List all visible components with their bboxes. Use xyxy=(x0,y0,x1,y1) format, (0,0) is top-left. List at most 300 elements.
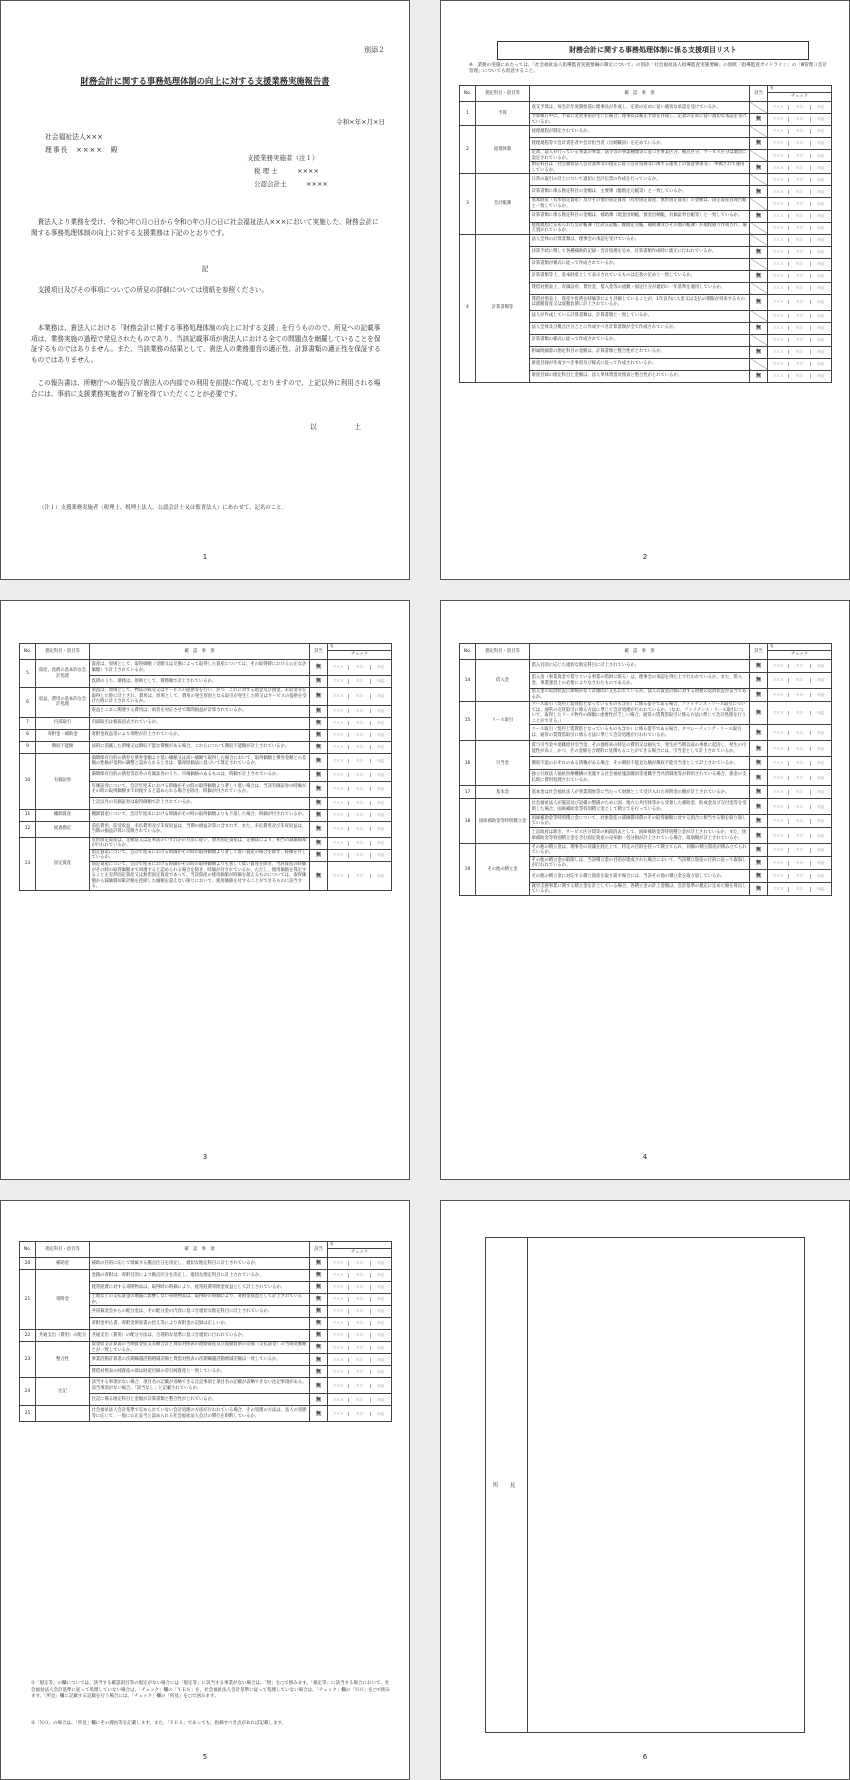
applicability-mark[interactable] xyxy=(310,837,328,849)
check-cell xyxy=(768,660,832,673)
check-cell xyxy=(768,198,832,210)
check-no-option[interactable]: ＮＯ xyxy=(348,1333,369,1337)
applicability-mark[interactable] xyxy=(750,673,768,689)
applicability-mark[interactable] xyxy=(750,162,768,174)
check-item-text: 国庫補助金等特別積立金について、対象資産の減価償却費のその取得価額に対する割合に相当する額を取り崩しているか。 xyxy=(530,815,750,828)
check-yes-option[interactable]: ＹＥＳ xyxy=(333,745,344,750)
none-mark: 無 xyxy=(315,1284,321,1291)
applicability-mark[interactable] xyxy=(310,705,328,717)
check-finding-option[interactable]: 所見 xyxy=(370,1346,391,1350)
row-number: 12 xyxy=(20,821,36,837)
row-subject: 寄附金・補助金 xyxy=(36,729,90,741)
check-no-option[interactable]: ＮＯ xyxy=(348,841,369,845)
applicability-mark[interactable] xyxy=(310,1378,328,1394)
check-finding-option[interactable]: 所見 xyxy=(370,1412,391,1416)
check-no-option[interactable]: ＮＯ xyxy=(788,776,809,780)
check-cell xyxy=(328,1406,392,1422)
check-no-option[interactable]: ＮＯ xyxy=(348,827,369,831)
check-finding-option[interactable]: 所見 xyxy=(810,226,831,230)
check-item-text: その他の積立金に対応する積立資産を取り崩す場合には、当該その他の積立金を取り崩しているか。 xyxy=(530,870,750,883)
check-yes-option[interactable]: ＹＥＳ xyxy=(773,201,784,206)
row-number: 19 xyxy=(460,844,476,896)
check-yes-option[interactable]: ＹＥＳ xyxy=(773,300,784,305)
report-date: 令和×年×月×日 xyxy=(336,118,385,126)
none-mark: 無 xyxy=(755,662,761,669)
check-yes-option[interactable]: ＹＥＳ xyxy=(773,819,784,824)
check-no-option[interactable]: ＮＯ xyxy=(348,1297,369,1301)
check-yes-option[interactable]: ＹＥＳ xyxy=(333,1383,344,1388)
check-yes-option[interactable]: ＹＥＳ xyxy=(333,841,344,846)
applicability-mark[interactable] xyxy=(310,753,328,769)
check-finding-option[interactable]: 所見 xyxy=(370,813,391,817)
check-cell xyxy=(768,725,832,741)
check-finding-option[interactable]: 所見 xyxy=(810,178,831,182)
header-subject: 勘定科目・項目等 xyxy=(476,86,530,102)
check-finding-option[interactable]: 所見 xyxy=(810,105,831,109)
check-finding-option[interactable]: 所見 xyxy=(370,665,391,669)
check-no-option[interactable]: ＮＯ xyxy=(348,694,369,698)
check-yes-option[interactable]: ＹＥＳ xyxy=(333,873,344,878)
check-finding-option[interactable]: 所見 xyxy=(810,711,831,715)
applicability-mark[interactable] xyxy=(310,1282,328,1294)
check-yes-option[interactable]: ＹＥＳ xyxy=(333,1309,344,1314)
check-yes-option[interactable]: ＹＥＳ xyxy=(773,314,784,319)
check-no-option[interactable]: ＮＯ xyxy=(788,374,809,378)
check-finding-option[interactable]: 所見 xyxy=(810,117,831,121)
check-finding-option[interactable]: 所見 xyxy=(810,374,831,378)
check-item-text: 負債のうち、債務は、原則として、債務額で計上されているか。 xyxy=(90,676,310,688)
check-yes-option[interactable]: ＹＥＳ xyxy=(333,853,344,858)
check-yes-option[interactable]: ＹＥＳ xyxy=(773,153,784,158)
check-yes-option[interactable]: ＹＥＳ xyxy=(773,250,784,255)
check-yes-option[interactable]: ＹＥＳ xyxy=(773,362,784,367)
check-yes-option[interactable]: ＹＥＳ xyxy=(333,679,344,684)
check-cell xyxy=(328,769,392,781)
applicability-mark[interactable] xyxy=(750,828,768,844)
check-no-option[interactable]: ＮＯ xyxy=(788,805,809,809)
check-cell xyxy=(768,210,832,222)
applicability-mark[interactable] xyxy=(750,786,768,799)
check-no-option[interactable]: ＮＯ xyxy=(788,790,809,794)
check-no-option[interactable]: ＮＯ xyxy=(788,362,809,366)
check-no-option[interactable]: ＮＯ xyxy=(348,773,369,777)
check-finding-option[interactable]: 所見 xyxy=(810,141,831,145)
check-finding-option[interactable]: 所見 xyxy=(370,759,391,763)
check-finding-option[interactable]: 所見 xyxy=(370,1384,391,1388)
check-yes-option[interactable]: ＹＥＳ xyxy=(773,286,784,291)
applicability-mark[interactable] xyxy=(310,1258,328,1270)
check-no-option[interactable]: ＮＯ xyxy=(788,338,809,342)
check-yes-option[interactable]: ＹＥＳ xyxy=(333,773,344,778)
check-finding-option[interactable]: 所見 xyxy=(370,1358,391,1362)
applicability-mark[interactable] xyxy=(310,862,328,891)
check-cell xyxy=(768,186,832,198)
check-finding-option[interactable]: 所見 xyxy=(810,214,831,218)
check-no-option[interactable]: ＮＯ xyxy=(788,117,809,121)
check-no-option[interactable]: ＮＯ xyxy=(348,813,369,817)
check-finding-option[interactable]: 所見 xyxy=(810,262,831,266)
check-finding-option[interactable]: 所見 xyxy=(370,874,391,878)
header-check xyxy=(768,644,832,660)
check-yes-option[interactable]: ＹＥＳ xyxy=(333,1273,344,1278)
applicability-mark[interactable] xyxy=(750,702,768,725)
check-no-option[interactable]: ＮＯ xyxy=(788,819,809,823)
check-finding-option[interactable]: 所見 xyxy=(810,350,831,354)
check-no-option[interactable]: ＮＯ xyxy=(788,214,809,218)
check-yes-option[interactable]: ＹＥＳ xyxy=(773,117,784,122)
check-cell xyxy=(328,705,392,717)
applicability-mark[interactable] xyxy=(750,741,768,757)
check-cell xyxy=(768,174,832,186)
check-no-option[interactable]: ＮＯ xyxy=(348,787,369,791)
check-finding-option[interactable]: 所見 xyxy=(370,1370,391,1374)
check-no-option[interactable]: ＮＯ xyxy=(788,326,809,330)
check-no-option[interactable]: ＮＯ xyxy=(788,861,809,865)
check-no-option[interactable]: ＮＯ xyxy=(788,747,809,751)
applicability-mark[interactable] xyxy=(310,849,328,861)
check-yes-option[interactable]: ＹＥＳ xyxy=(773,761,784,766)
check-yes-option[interactable]: ＹＥＳ xyxy=(773,129,784,134)
applicability-mark[interactable] xyxy=(310,676,328,688)
check-yes-option[interactable]: ＹＥＳ xyxy=(773,692,784,697)
check-finding-option[interactable]: 所見 xyxy=(370,745,391,749)
check-finding-option[interactable]: 所見 xyxy=(370,1398,391,1402)
check-no-option[interactable]: ＮＯ xyxy=(788,262,809,266)
check-finding-option[interactable]: 所見 xyxy=(810,790,831,794)
check-no-option[interactable]: ＮＯ xyxy=(788,274,809,278)
check-finding-option[interactable]: 所見 xyxy=(810,166,831,170)
check-finding-option[interactable]: 所見 xyxy=(810,848,831,852)
check-no-option[interactable]: ＮＯ xyxy=(788,202,809,206)
check-finding-option[interactable]: 所見 xyxy=(370,1285,391,1289)
check-no-option[interactable]: ＮＯ xyxy=(348,1412,369,1416)
applicability-mark[interactable] xyxy=(310,1270,328,1282)
check-cell xyxy=(768,828,832,844)
check-yes-option[interactable]: ＹＥＳ xyxy=(773,833,784,838)
check-yes-option[interactable]: ＹＥＳ xyxy=(773,213,784,218)
check-no-option[interactable]: ＮＯ xyxy=(788,300,809,304)
check-yes-option[interactable]: ＹＥＳ xyxy=(773,663,784,668)
applicability-mark[interactable] xyxy=(310,1366,328,1378)
check-no-option[interactable]: ＮＯ xyxy=(788,178,809,182)
check-finding-option[interactable]: 所見 xyxy=(370,1261,391,1265)
check-finding-option[interactable]: 所見 xyxy=(810,338,831,342)
applicability-mark[interactable] xyxy=(310,729,328,741)
check-no-option[interactable]: ＮＯ xyxy=(348,1273,369,1277)
check-yes-option[interactable]: ＹＥＳ xyxy=(333,1411,344,1416)
applicability-mark[interactable] xyxy=(310,688,328,706)
check-finding-option[interactable]: 所見 xyxy=(810,190,831,194)
check-yes-option[interactable]: ＹＥＳ xyxy=(773,678,784,683)
check-no-option[interactable]: ＮＯ xyxy=(348,679,369,683)
check-yes-option[interactable]: ＹＥＳ xyxy=(773,105,784,110)
check-no-option[interactable]: ＮＯ xyxy=(348,733,369,737)
check-yes-option[interactable]: ＹＥＳ xyxy=(773,177,784,182)
check-finding-option[interactable]: 所見 xyxy=(810,834,831,838)
check-no-option[interactable]: ＮＯ xyxy=(348,665,369,669)
applicability-mark[interactable] xyxy=(750,246,768,258)
check-cell xyxy=(768,741,832,757)
check-finding-option[interactable]: 所見 xyxy=(810,761,831,765)
applicability-mark[interactable] xyxy=(310,1354,328,1366)
row-number: 23 xyxy=(20,1342,36,1378)
check-finding-option[interactable]: 所見 xyxy=(370,1333,391,1337)
applicability-mark[interactable] xyxy=(750,815,768,828)
applicability-mark[interactable] xyxy=(750,346,768,358)
check-finding-option[interactable]: 所見 xyxy=(370,1321,391,1325)
check-finding-option[interactable]: 所見 xyxy=(810,805,831,809)
check-yes-option[interactable]: ＹＥＳ xyxy=(333,1397,344,1402)
check-cell xyxy=(768,799,832,815)
check-no-option[interactable]: ＮＯ xyxy=(348,874,369,878)
check-finding-option[interactable]: 所見 xyxy=(810,274,831,278)
check-yes-option[interactable]: ＹＥＳ xyxy=(333,1369,344,1374)
header-check-label: チェック xyxy=(350,1250,369,1255)
check-no-option[interactable]: ＮＯ xyxy=(788,711,809,715)
check-yes-option[interactable]: ＹＥＳ xyxy=(333,787,344,792)
check-finding-option[interactable]: 所見 xyxy=(810,202,831,206)
applicability-mark[interactable] xyxy=(750,757,768,770)
check-finding-option[interactable]: 所見 xyxy=(370,1309,391,1313)
applicability-mark[interactable] xyxy=(310,1394,328,1406)
check-yes-option[interactable]: ＹＥＳ xyxy=(333,1357,344,1362)
applicability-mark[interactable] xyxy=(750,270,768,282)
check-yes-option[interactable]: ＹＥＳ xyxy=(773,848,784,853)
check-finding-option[interactable]: 所見 xyxy=(370,787,391,791)
check-yes-option[interactable]: ＹＥＳ xyxy=(333,709,344,714)
check-finding-option[interactable]: 所見 xyxy=(810,286,831,290)
applicability-mark[interactable] xyxy=(750,210,768,222)
check-finding-option[interactable]: 所見 xyxy=(810,887,831,891)
check-no-option[interactable]: ＮＯ xyxy=(788,286,809,290)
check-yes-option[interactable]: ＹＥＳ xyxy=(333,721,344,726)
check-no-option[interactable]: ＮＯ xyxy=(348,745,369,749)
check-cell xyxy=(328,837,392,849)
check-yes-option[interactable]: ＹＥＳ xyxy=(773,165,784,170)
applicability-mark[interactable] xyxy=(750,114,768,126)
check-finding-option[interactable]: 所見 xyxy=(370,733,391,737)
applicability-mark[interactable] xyxy=(310,781,328,797)
check-finding-option[interactable]: 所見 xyxy=(810,314,831,318)
check-no-option[interactable]: ＮＯ xyxy=(788,238,809,242)
check-no-option[interactable]: ＮＯ xyxy=(348,1384,369,1388)
check-no-option[interactable]: ＮＯ xyxy=(348,721,369,725)
check-yes-option[interactable]: ＹＥＳ xyxy=(333,733,344,738)
check-finding-option[interactable]: 所見 xyxy=(810,678,831,682)
check-no-option[interactable]: ＮＯ xyxy=(788,848,809,852)
applicability-mark[interactable] xyxy=(750,689,768,702)
check-item-text: 固定資産について、会計年度末における時価がその時の取得価額よりも著しく低い資産を除き、当該資産の時価がその時の取得価額まで回復すると認められる場合を除き、時価が付されているか。ただし、使用価値を算定することを有形固定資産又は無形固定資産であって、当該資産の使用価値が時価を超えるものについては、取得価額から減価償却累計額を控除した価額を超えない限りにおいて、使用価値を付することができるものに該当する。 xyxy=(90,862,310,891)
check-yes-option[interactable]: ＹＥＳ xyxy=(773,262,784,267)
check-no-option[interactable]: ＮＯ xyxy=(348,1346,369,1350)
applicability-mark[interactable] xyxy=(310,821,328,837)
applicability-mark[interactable] xyxy=(750,725,768,741)
applicability-mark[interactable] xyxy=(310,1306,328,1318)
check-finding-option[interactable]: 所見 xyxy=(810,154,831,158)
check-yes-option[interactable]: ＹＥＳ xyxy=(773,790,784,795)
check-no-option[interactable]: ＮＯ xyxy=(348,801,369,805)
check-finding-option[interactable]: 所見 xyxy=(810,861,831,865)
check-yes-option[interactable]: ＹＥＳ xyxy=(773,861,784,866)
check-yes-option[interactable]: ＹＥＳ xyxy=(773,225,784,230)
none-mark: 無 xyxy=(315,1320,321,1327)
check-finding-option[interactable]: 所見 xyxy=(810,819,831,823)
applicability-mark[interactable] xyxy=(750,186,768,198)
check-yes-option[interactable]: ＹＥＳ xyxy=(333,1261,344,1266)
applicability-mark[interactable] xyxy=(310,741,328,753)
check-item-text: 計算書類が様式に従って作成されているか。 xyxy=(530,258,750,270)
check-no-option[interactable]: ＮＯ xyxy=(348,1370,369,1374)
applicability-mark[interactable] xyxy=(750,870,768,883)
applicability-mark[interactable] xyxy=(310,1294,328,1306)
check-yes-option[interactable]: ＹＥＳ xyxy=(333,1321,344,1326)
check-yes-option[interactable]: ＹＥＳ xyxy=(773,274,784,279)
applicability-mark[interactable] xyxy=(310,717,328,729)
applicability-mark[interactable] xyxy=(310,809,328,821)
check-finding-option[interactable]: 所見 xyxy=(810,776,831,780)
check-finding-option[interactable]: 所見 xyxy=(370,841,391,845)
row-subject: 共通支出（費用）の配分 xyxy=(36,1330,90,1342)
applicability-mark[interactable] xyxy=(750,138,768,150)
check-no-option[interactable]: ＮＯ xyxy=(788,693,809,697)
check-no-option[interactable]: ＮＯ xyxy=(788,887,809,891)
check-cell xyxy=(768,258,832,270)
check-yes-option[interactable]: ＹＥＳ xyxy=(773,746,784,751)
check-yes-option[interactable]: ＹＥＳ xyxy=(773,887,784,892)
check-finding-option[interactable]: 所見 xyxy=(810,250,831,254)
addressee-corporation: 社会福祉法人××× xyxy=(45,133,103,141)
check-no-option[interactable]: ＮＯ xyxy=(788,314,809,318)
check-no-option[interactable]: ＮＯ xyxy=(788,154,809,158)
check-yes-option[interactable]: ＹＥＳ xyxy=(333,694,344,699)
applicability-mark[interactable] xyxy=(750,370,768,382)
applicability-mark[interactable] xyxy=(310,1406,328,1422)
check-finding-option[interactable]: 所見 xyxy=(810,362,831,366)
check-yes-option[interactable]: ＹＥＳ xyxy=(333,801,344,806)
applicability-mark[interactable] xyxy=(310,797,328,809)
check-finding-option[interactable]: 所見 xyxy=(810,693,831,697)
check-finding-option[interactable]: 所見 xyxy=(370,827,391,831)
applicability-mark[interactable] xyxy=(310,769,328,781)
check-finding-option[interactable]: 所見 xyxy=(370,694,391,698)
applicability-mark[interactable] xyxy=(750,660,768,673)
check-yes-option[interactable]: ＹＥＳ xyxy=(773,710,784,715)
page-3 xyxy=(0,600,410,1180)
check-no-option[interactable]: ＮＯ xyxy=(788,129,809,133)
check-yes-option[interactable]: ＹＥＳ xyxy=(333,759,344,764)
check-finding-option[interactable]: 所見 xyxy=(810,747,831,751)
applicability-mark[interactable] xyxy=(750,883,768,896)
applicability-mark[interactable] xyxy=(310,660,328,676)
check-finding-option[interactable]: 所見 xyxy=(810,300,831,304)
check-yes-option[interactable]: ＹＥＳ xyxy=(773,141,784,146)
check-no-option[interactable]: ＮＯ xyxy=(348,759,369,763)
check-yes-option[interactable]: ＹＥＳ xyxy=(773,874,784,879)
check-no-option[interactable]: ＮＯ xyxy=(348,1309,369,1313)
check-finding-option[interactable]: 所見 xyxy=(810,731,831,735)
check-item-text: 財産目録が作成すべき事項及び様式に従って作成されているか。 xyxy=(530,358,750,370)
check-no-option[interactable]: ＮＯ xyxy=(788,731,809,735)
page-number: 5 xyxy=(202,1753,208,1761)
check-no-option[interactable]: ＮＯ xyxy=(788,190,809,194)
check-no-option[interactable]: ＮＯ xyxy=(348,1321,369,1325)
check-no-option[interactable]: ＮＯ xyxy=(788,350,809,354)
table-row xyxy=(20,729,392,741)
check-yes-option[interactable]: ＹＥＳ xyxy=(333,1345,344,1350)
applicability-mark[interactable] xyxy=(750,770,768,786)
check-no-option[interactable]: ＮＯ xyxy=(348,709,369,713)
check-finding-option[interactable]: 所見 xyxy=(370,1297,391,1301)
check-no-option[interactable]: ＮＯ xyxy=(788,166,809,170)
applicability-mark[interactable] xyxy=(750,799,768,815)
check-finding-option[interactable]: 所見 xyxy=(370,853,391,857)
applicability-mark[interactable] xyxy=(310,1318,328,1330)
check-no-option[interactable]: ＮＯ xyxy=(348,1358,369,1362)
check-yes-option[interactable]: ＹＥＳ xyxy=(773,189,784,194)
check-yes-option[interactable]: ＹＥＳ xyxy=(773,350,784,355)
check-yes-option[interactable]: ＹＥＳ xyxy=(333,827,344,832)
check-no-option[interactable]: ＮＯ xyxy=(348,1285,369,1289)
applicability-mark[interactable] xyxy=(750,294,768,310)
check-finding-option[interactable]: 所見 xyxy=(810,874,831,878)
check-finding-option[interactable]: 所見 xyxy=(810,326,831,330)
check-finding-option[interactable]: 所見 xyxy=(810,129,831,133)
applicability-mark[interactable] xyxy=(750,857,768,870)
check-no-option[interactable]: ＮＯ xyxy=(788,141,809,145)
check-no-option[interactable]: ＮＯ xyxy=(788,834,809,838)
check-yes-option[interactable]: ＹＥＳ xyxy=(773,326,784,331)
check-no-option[interactable]: ＮＯ xyxy=(788,678,809,682)
check-yes-option[interactable]: ＹＥＳ xyxy=(333,1297,344,1302)
check-yes-option[interactable]: ＹＥＳ xyxy=(773,374,784,379)
applicability-mark[interactable] xyxy=(750,844,768,857)
check-no-option[interactable]: ＮＯ xyxy=(348,1261,369,1265)
check-finding-option[interactable]: 所見 xyxy=(370,709,391,713)
applicability-mark[interactable] xyxy=(750,322,768,334)
check-no-option[interactable]: ＮＯ xyxy=(788,874,809,878)
check-no-option[interactable]: ＮＯ xyxy=(348,853,369,857)
check-finding-option[interactable]: 所見 xyxy=(370,679,391,683)
check-no-option[interactable]: ＮＯ xyxy=(788,664,809,668)
check-item-text: 収益とこれに関連する費用は、両者を対応させて期間損益が計算されているか。 xyxy=(90,705,310,717)
check-finding-option[interactable]: 所見 xyxy=(810,664,831,668)
check-no-option[interactable]: ＮＯ xyxy=(348,1398,369,1402)
check-no-option[interactable]: ＮＯ xyxy=(788,761,809,765)
check-no-option[interactable]: ＮＯ xyxy=(788,226,809,230)
check-finding-option[interactable]: 所見 xyxy=(810,238,831,242)
check-no-option[interactable]: ＮＯ xyxy=(788,105,809,109)
applicability-mark[interactable] xyxy=(310,1342,328,1354)
none-mark: 無 xyxy=(755,832,761,839)
check-yes-option[interactable]: ＹＥＳ xyxy=(773,238,784,243)
check-yes-option[interactable]: ＹＥＳ xyxy=(773,804,784,809)
check-finding-option[interactable]: 所見 xyxy=(370,773,391,777)
check-yes-option[interactable]: ＹＥＳ xyxy=(333,1333,344,1338)
check-yes-option[interactable]: ＹＥＳ xyxy=(773,775,784,780)
check-yes-option[interactable]: ＹＥＳ xyxy=(333,1285,344,1290)
check-finding-option[interactable]: 所見 xyxy=(370,721,391,725)
check-yes-option[interactable]: ＹＥＳ xyxy=(773,338,784,343)
applicability-mark[interactable] xyxy=(310,1330,328,1342)
check-finding-option[interactable]: 所見 xyxy=(370,1273,391,1277)
row-subject: 徴収不能額 xyxy=(36,741,90,753)
check-yes-option[interactable]: ＹＥＳ xyxy=(333,665,344,670)
check-finding-option[interactable]: 所見 xyxy=(370,801,391,805)
check-yes-option[interactable]: ＹＥＳ xyxy=(773,730,784,735)
none-mark: 無 xyxy=(315,1308,321,1315)
check-yes-option[interactable]: ＹＥＳ xyxy=(333,813,344,818)
check-no-option[interactable]: ＮＯ xyxy=(788,250,809,254)
